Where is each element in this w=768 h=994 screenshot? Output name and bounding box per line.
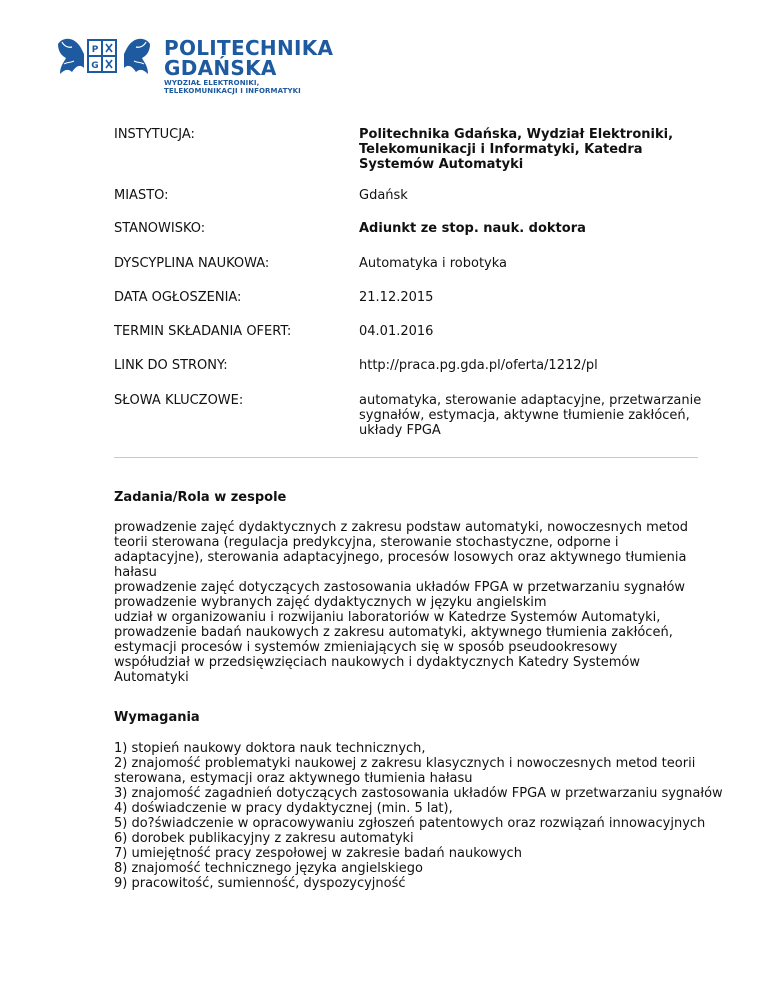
value-line: Telekomunikacji i Informatyki, Katedra xyxy=(359,142,643,157)
value-line: Politechnika Gdańska, Wydział Elektroniki, xyxy=(359,127,674,142)
text-line: 4) doświadczenie w pracy dydaktycznej (min. 5 lat), xyxy=(114,801,453,816)
text-line: 5) do?świadczenie w opracowywaniu zgłoszeń patentowych oraz rozwiązań innowacyjnych xyxy=(114,816,706,831)
svg-text:P: P xyxy=(91,45,99,55)
field-label: MIASTO: xyxy=(114,188,169,203)
field-label: DYSCYPLINA NAUKOWA: xyxy=(114,256,270,271)
text-line: 7) umiejętność pracy zespołowej w zakresie badań naukowych xyxy=(114,846,522,861)
logo-name-line2: GDAŃSKA xyxy=(164,56,277,80)
field-value xyxy=(359,221,707,236)
text-line: 6) dorobek publikacyjny z zakresu automatyki xyxy=(114,831,414,846)
logo-department-line2: TELEKOMUNIKACJI I INFORMATYKI xyxy=(164,87,301,95)
logo-name-line1: POLITECHNIKA xyxy=(164,36,334,60)
text-line: 9) pracowitość, sumienność, dyspozycyjność xyxy=(114,876,406,891)
text-line: prowadzenie zajęć dotyczących zastosowania układów FPGA w przetwarzaniu sygnałów xyxy=(114,580,686,595)
text-line: prowadzenie badań naukowych z zakresu automatyki, aktywnego tłumienia zakłóceń, xyxy=(114,625,673,640)
text-line: estymacji procesów i systemów zmieniających się w sposób pseudookresowy xyxy=(114,640,618,655)
field-label: DATA OGŁOSZENIA: xyxy=(114,290,242,305)
field-value xyxy=(359,393,707,438)
text-line: 2) znajomość problematyki naukowej z zakresu klasycznych i nowoczesnych metod teorii xyxy=(114,756,696,771)
text-line: 8) znajomość technicznego języka angielskiego xyxy=(114,861,423,876)
text-line: adaptacyjne), sterowania adaptacyjnego, procesów losowych oraz aktywnego tłumienia xyxy=(114,550,687,565)
university-logo xyxy=(54,34,334,96)
value-line: Gdańsk xyxy=(359,188,408,203)
value-line: Systemów Automatyki xyxy=(359,157,524,172)
value-line: układy FPGA xyxy=(359,423,441,438)
requirements-text xyxy=(114,741,723,891)
value-line: Adiunkt ze stop. nauk. doktora xyxy=(359,221,586,236)
field-value xyxy=(359,127,707,172)
tasks-heading: Zadania/Rola w zespole xyxy=(114,490,287,505)
field-value xyxy=(359,358,707,373)
svg-text:G: G xyxy=(91,61,99,71)
tasks-text xyxy=(114,520,714,685)
value-line: automatyka, sterowanie adaptacyjne, przetwarzanie xyxy=(359,393,702,408)
logo-department-line1: WYDZIAŁ ELEKTRONIKI, xyxy=(164,79,260,87)
field-label: SŁOWA KLUCZOWE: xyxy=(114,393,244,408)
value-line: 04.01.2016 xyxy=(359,324,434,339)
value-line: 21.12.2015 xyxy=(359,290,434,305)
field-label: TERMIN SKŁADANIA OFERT: xyxy=(114,324,292,339)
offer-link[interactable]: http://praca.pg.gda.pl/oferta/1212/pl xyxy=(359,358,598,373)
section-divider xyxy=(114,457,698,458)
text-line: teorii sterowana (regulacja predykcyjna, sterowanie stochastyczne, odporne i xyxy=(114,535,619,550)
text-line: 3) znajomość zagadnień dotyczących zastosowania układów FPGA w przetwarzaniu sygnałów xyxy=(114,786,723,801)
text-line: hałasu xyxy=(114,565,157,580)
shield-icon xyxy=(87,39,117,73)
text-line: Automatyki xyxy=(114,670,189,685)
text-line: udział w organizowaniu i rozwijaniu laboratoriów w Katedrze Systemów Automatyki, xyxy=(114,610,661,625)
field-label: INSTYTUCJA: xyxy=(114,127,195,142)
field-value xyxy=(359,256,707,271)
text-line: współudział w przedsięwzięciach naukowych i dydaktycznych Katedry Systemów xyxy=(114,655,640,670)
field-label: LINK DO STRONY: xyxy=(114,358,228,373)
value-line: sygnałów, estymacja, aktywne tłumienie zakłóceń, xyxy=(359,408,690,423)
field-label: STANOWISKO: xyxy=(114,221,206,236)
text-line: 1) stopień naukowy doktora nauk technicznych, xyxy=(114,741,426,756)
text-line: prowadzenie zajęć dydaktycznych z zakresu podstaw automatyki, nowoczesnych metod xyxy=(114,520,689,535)
field-value xyxy=(359,324,707,339)
value-line: Automatyka i robotyka xyxy=(359,256,508,271)
requirements-heading: Wymagania xyxy=(114,710,200,725)
text-line: prowadzenie wybranych zajęć dydaktycznych w języku angielskim xyxy=(114,595,547,610)
text-line: sterowana, estymacji oraz aktywnego tłumienia hałasu xyxy=(114,771,473,786)
field-value xyxy=(359,188,707,203)
field-value xyxy=(359,290,707,305)
